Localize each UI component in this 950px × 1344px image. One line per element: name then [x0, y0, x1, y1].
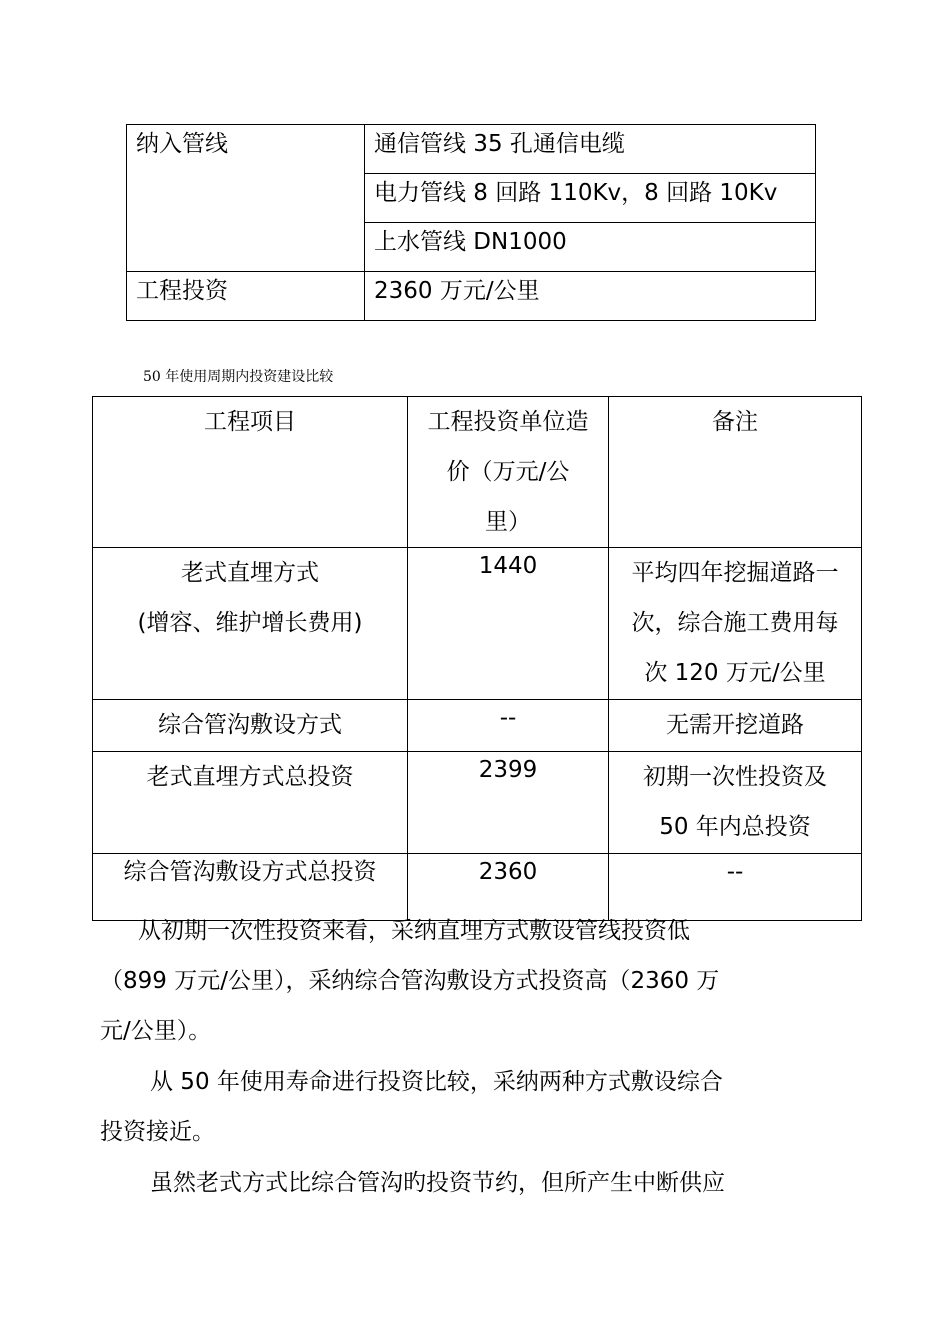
table-row [93, 752, 862, 854]
row-note: -- [609, 854, 862, 921]
pipeline-info-table [126, 124, 816, 321]
investment-comparison-table [92, 396, 862, 921]
pipeline-water: 上水管线 DN1000 [365, 223, 816, 272]
row-note: 初期一次性投资及 50 年内总投资 [609, 752, 862, 854]
row-price: 1440 [408, 548, 609, 700]
row-price: 2399 [408, 752, 609, 854]
pipeline-power: 电力管线 8 回路 110Kv，8 回路 10Kv [365, 174, 816, 223]
table-row [93, 700, 862, 752]
row-project: 老式直埋方式总投资 [93, 752, 408, 854]
table-header-row [93, 397, 862, 548]
header-note: 备注 [609, 397, 862, 548]
row-price: 2360 [408, 854, 609, 921]
table-caption: 50 年使用周期内投资建设比较 [143, 369, 334, 385]
label-pipelines: 纳入管线 [127, 125, 365, 272]
row-price: -- [408, 700, 609, 752]
row-project: 综合管沟敷设方式 [93, 700, 408, 752]
row-project: 老式直埋方式 (增容、维护增长费用) [93, 548, 408, 700]
row-note: 平均四年挖掘道路一 次，综合施工费用每 次 120 万元/公里 [609, 548, 862, 700]
paragraph-lifetime-comparison: 从 50 年使用寿命进行投资比较，采纳两种方式敷设综合 投资接近。 [100, 1069, 723, 1145]
header-project: 工程项目 [93, 397, 408, 548]
investment-value: 2360 万元/公里 [365, 272, 816, 321]
header-price: 工程投资单位造 价（万元/公 里） [408, 397, 609, 548]
paragraph-initial-investment: 从初期一次性投资来看，采纳直埋方式敷设管线投资低 （899 万元/公里），采纳综合管沟敷设方式投资高（2360 万 元/公里）。 [100, 918, 720, 1044]
label-investment: 工程投资 [127, 272, 365, 321]
table-row [93, 548, 862, 700]
pipeline-telecom: 通信管线 35 孔通信电缆 [365, 125, 816, 174]
row-note: 无需开挖道路 [609, 700, 862, 752]
paragraph-conclusion: 虽然老式方式比综合管沟旳投资节约，但所产生中断供应 [150, 1170, 725, 1196]
row-project: 综合管沟敷设方式总投资 [93, 854, 408, 921]
